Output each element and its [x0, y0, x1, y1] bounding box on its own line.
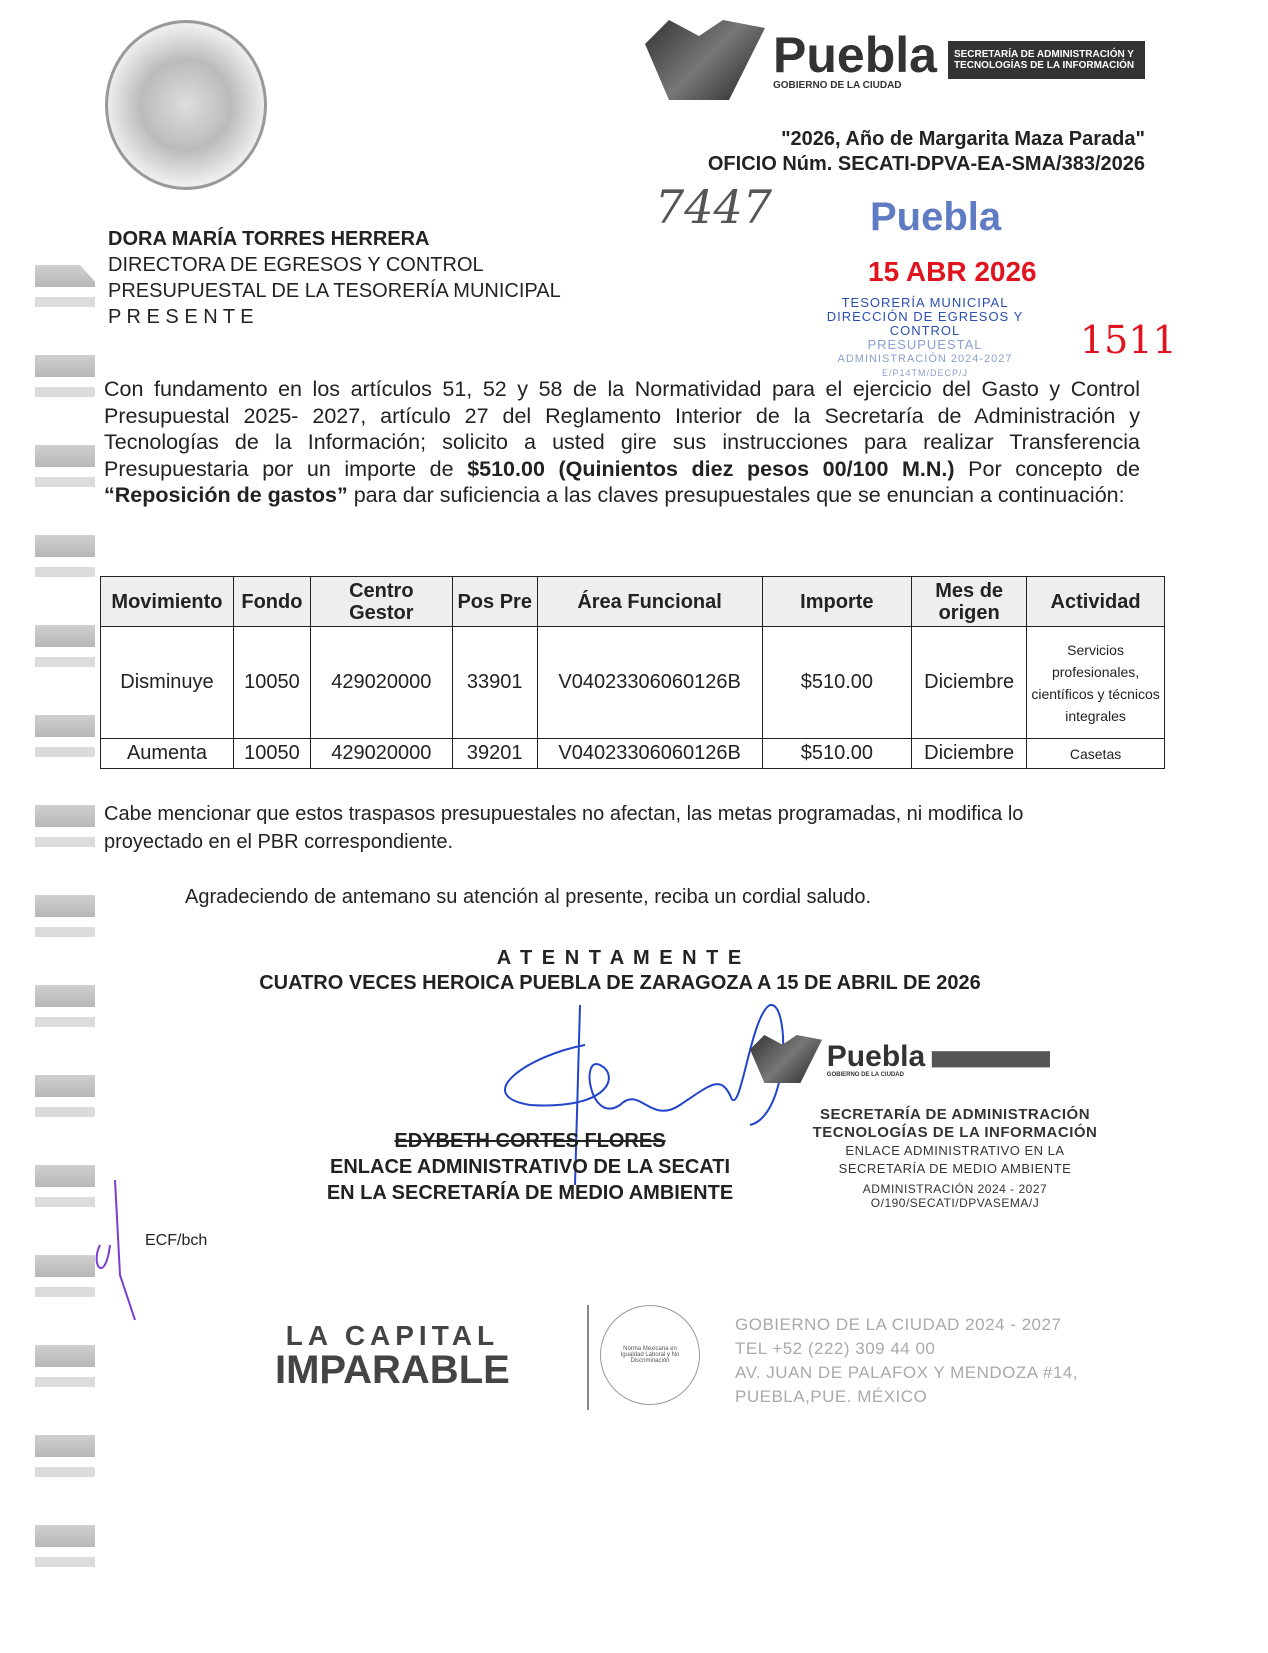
folio-number: 1511: [1080, 318, 1177, 362]
atentamente: A T E N T A M E N T E: [496, 947, 744, 969]
municipal-seal: [105, 20, 267, 190]
table-row: Disminuye 10050 429020000 33901 V04023306060126B $510.00 Diciembre Servicios profesionales, científicos y técnicos integrales: [101, 627, 1165, 739]
signature-stamp-logo: Puebla GOBIERNO DE LA CIUDAD: [750, 1035, 1050, 1083]
reception-stamp-logo: Puebla: [870, 195, 1002, 239]
footer-divider: [587, 1305, 589, 1410]
budget-transfer-table: [100, 576, 1165, 769]
capital-slogan: LA CAPITAL IMPARABLE: [275, 1320, 510, 1392]
equality-certification-seal: Norma Mexicana en Igualdad Laboral y No Discriminación: [600, 1305, 700, 1405]
place-date: CUATRO VECES HEROICA PUEBLA DE ZARAGOZA A 15 DE ABRIL DE 2026: [259, 972, 981, 994]
footer-address: GOBIERNO DE LA CIUDAD 2024 - 2027 TEL +52 (222) 309 44 00 AV. JUAN DE PALAFOX Y MENDOZA #14, PUEBLA,PUE. MÉXICO: [735, 1315, 1078, 1406]
handwritten-number: 7447: [655, 180, 773, 234]
clarification-paragraph: Cabe mencionar que estos traspasos presupuestales no afectan, las metas programadas, ni modifica lo proyectado en el PBR correspondiente.: [104, 803, 1024, 853]
reception-stamp-text: TESORERÍA MUNICIPAL DIRECCIÓN DE EGRESOS Y CONTROL PRESUPUESTAL ADMINISTRACIÓN 2024-2027 E/P14TM/DECP/J: [826, 295, 1024, 378]
oficio-number: OFICIO Núm. SECATI-DPVA-EA-SMA/383/2026: [707, 153, 1145, 175]
addressee: DORA MARÍA TORRES HERRERA DIRECTORA DE EGRESOS Y CONTROL PRESUPUESTAL DE LA TESORERÍA MUNICIPAL P R E S E N T E: [108, 228, 561, 328]
initial-mark: [85, 1175, 145, 1325]
decorative-border: [35, 255, 95, 1595]
signature-stamp-text: SECRETARÍA DE ADMINISTRACIÓN TECNOLOGÍAS DE LA INFORMACIÓN ENLACE ADMINISTRATIVO EN LA SECRETARÍA DE MEDIO AMBIENTE ADMINISTRACIÓN 2024 - 2027 O/190/SECATI/DPVASEMA/J: [812, 1106, 1098, 1210]
year-motto: "2026, Año de Margarita Maza Parada": [781, 128, 1145, 150]
signer-block: EDYBETH CORTES FLORES ENLACE ADMINISTRATIVO DE LA SECATI EN LA SECRETARÍA DE MEDIO AMBIENTE: [326, 1130, 734, 1204]
initials: ECF/bch: [145, 1232, 208, 1249]
logo-mark-icon: [645, 20, 765, 100]
logo-mark-icon: [750, 1035, 822, 1083]
puebla-logo: Puebla GOBIERNO DE LA CIUDAD SECRETARÍA DE ADMINISTRACIÓN Y TECNOLOGÍAS DE LA INFORMACIÓN: [645, 20, 1145, 100]
body-paragraph: Con fundamento en los artículos 51, 52 y 58 de la Normatividad para el ejercicio del Gasto y Control Presupuestal 2025- 2027, artículo 27 del Reglamento Interior de la Secretaría de Administración y Tecnologías de la Información; solicito a usted gire sus instrucciones para realizar Transferencia Presupuestaria por un importe de $510.00 (Quinientos diez pesos 00/100 M.N.) Por concepto de “Reposición de gastos” para dar suficiencia a las claves presupuestales que se enuncian a continuación:: [104, 377, 1140, 507]
table-header-row: Movimiento Fondo Centro Gestor Pos Pre Área Funcional Importe Mes de origen Actividad: [101, 577, 1165, 627]
table-row: Aumenta 10050 429020000 39201 V04023306060126B $510.00 Diciembre Casetas: [101, 739, 1165, 769]
thanks-line: Agradeciendo de antemano su atención al presente, reciba un cordial saludo.: [185, 886, 872, 908]
reception-date: 15 ABR 2026: [868, 256, 1037, 287]
